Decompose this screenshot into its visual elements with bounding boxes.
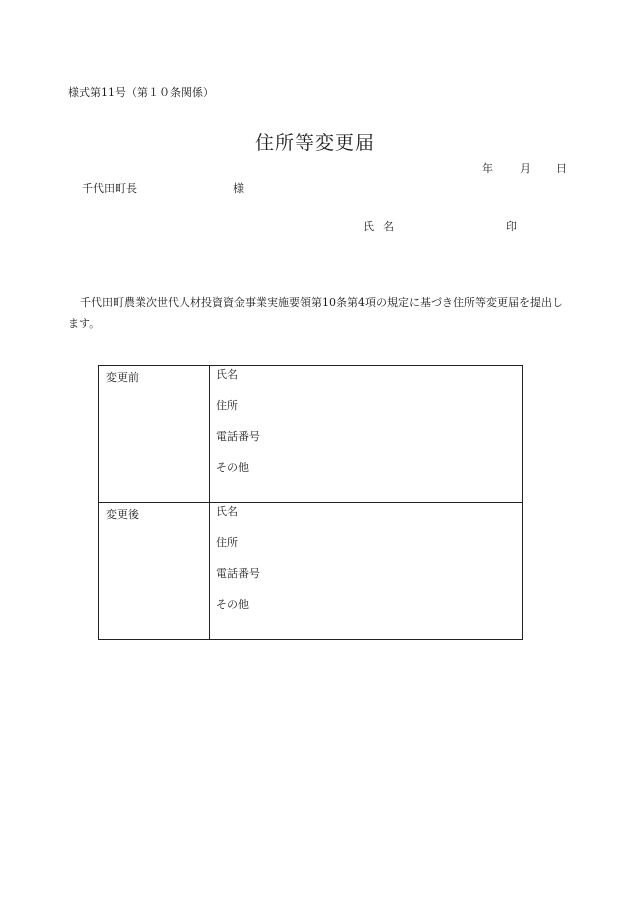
document-title: 住所等変更届 — [254, 132, 375, 154]
table-row-after — [99, 503, 523, 640]
field-name-before: 氏名 — [216, 368, 238, 381]
date-month-label: 月 — [520, 162, 531, 175]
fields-before — [210, 366, 523, 503]
field-phone-after: 電話番号 — [216, 567, 260, 580]
form-number: 様式第11号（第１０条関係） — [68, 86, 214, 99]
field-other-before: その他 — [216, 461, 249, 474]
field-address-before: 住所 — [216, 399, 238, 412]
fields-after — [210, 503, 523, 640]
applicant-name-label: 氏名 — [363, 220, 403, 233]
change-table — [98, 365, 523, 640]
row-header-before: 変更前 — [99, 366, 210, 503]
date-year-label: 年 — [482, 162, 493, 175]
table-row-before — [99, 366, 523, 503]
body-text: 千代田町農業次世代人材投資資金事業実施要領第10条第4項の規定に基づき住所等変更届を提出します。 — [68, 296, 563, 330]
addressee: 千代田町長 — [82, 182, 137, 195]
field-address-after: 住所 — [216, 536, 238, 549]
field-phone-before: 電話番号 — [216, 430, 260, 443]
field-other-after: その他 — [216, 598, 249, 611]
honorific: 様 — [233, 182, 244, 195]
seal-label: 印 — [506, 220, 517, 233]
date-day-label: 日 — [556, 162, 567, 175]
field-name-after: 氏名 — [216, 505, 238, 518]
row-header-after: 変更後 — [99, 503, 210, 640]
